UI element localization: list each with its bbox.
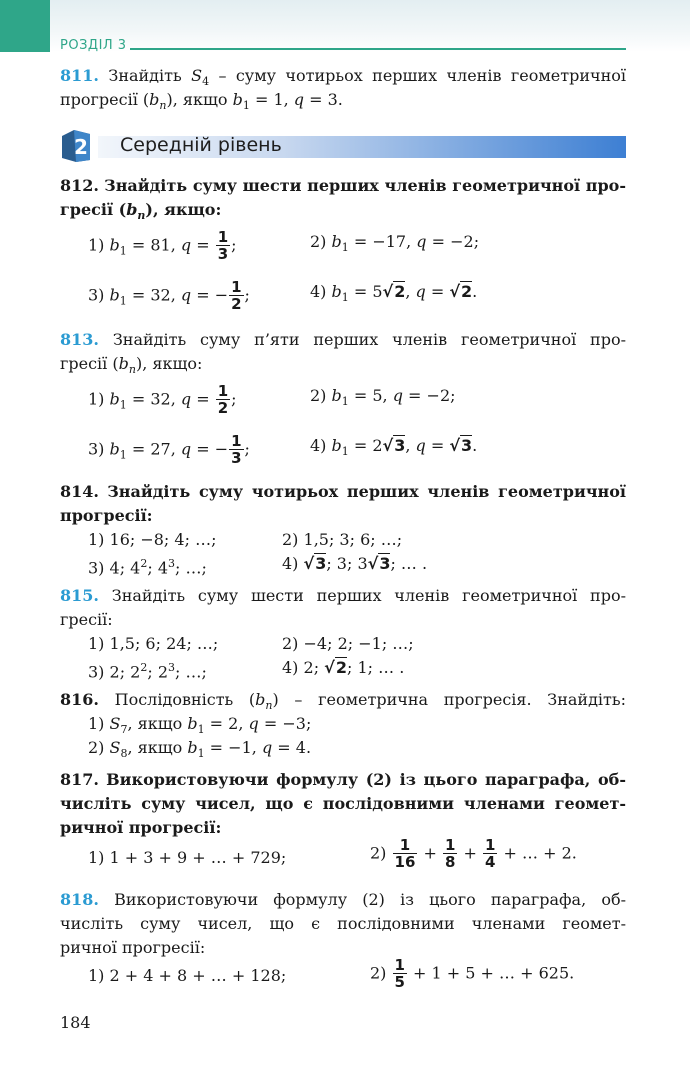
problem-812-line-1: 812. Знайдіть суму шести перших членів геометричної про-	[60, 176, 626, 195]
problem-815-item-3: 3) 2; $2^2$; $2^3$; …;	[88, 661, 207, 682]
header-band	[50, 0, 690, 52]
problem-813-item-2: 2) $b_1 = 5$, q = −2;	[310, 386, 456, 409]
problem-811-line-1: 811. Знайдіть $S_4$ – суму чотирьох перших членів геометричної	[60, 66, 626, 89]
problem-813-item-1: 1) $b_1 = 32$, q = $\frac{1}{2}$ ;	[88, 382, 237, 417]
problem-818-item-1: 1) 2 + 4 + 8 + … + 128;	[88, 966, 287, 985]
problem-812-item-3: 3) $b_1 = 32$, q = − $\frac{1}{2}$ ;	[88, 278, 250, 313]
problem-816-item-2: 2) $S_8$, якщо $b_1 = -1$, q = 4.	[88, 738, 312, 761]
problem-813-line-1: 813. Знайдіть суму п’яти перших членів геометричної про-	[60, 330, 626, 349]
problem-814-item-2: 2) 1,5; 3; 6; …;	[282, 530, 403, 549]
problem-814-item-1: 1) 16; −8; 4; …;	[88, 530, 217, 549]
header-accent-block	[0, 0, 50, 52]
problem-811-line-2: прогресії $(b_n)$, якщо $b_1 = 1$, q = 3.	[60, 90, 343, 113]
problem-812-item-2: 2) $b_1 = -17$, q = −2;	[310, 232, 480, 255]
problem-number: 818.	[60, 890, 99, 909]
problem-817-item-2: 2) $\frac{1}{16}$ + $\frac{1}{8}$ + $\frac{1}{4}$ + … + 2.	[370, 836, 577, 871]
problem-817-line-2: числіть суму чисел, що є послідовними членами геомет-	[60, 794, 626, 813]
problem-812-item-4: 4) $b_1 = 5√2$, q = √2.	[310, 282, 478, 305]
problem-815-item-1: 1) 1,5; 6; 24; …;	[88, 634, 219, 653]
page-number: 184	[60, 1013, 91, 1032]
problem-number: 811.	[60, 66, 99, 85]
problem-815-item-2: 2) −4; 2; −1; …;	[282, 634, 414, 653]
problem-813-line-2: гресії $(b_n)$, якщо:	[60, 354, 203, 377]
problem-814-item-3: 3) 4; $4^2$; $4^3$; …;	[88, 557, 207, 578]
problem-816-item-1: 1) $S_7$, якщо $b_1 = 2$, q = −3;	[88, 714, 312, 737]
problem-814-line-2: прогресії:	[60, 506, 153, 525]
problem-815-item-4: 4) 2; √2; 1; … .	[282, 658, 405, 677]
level-2-icon	[60, 128, 92, 162]
problem-number: 817.	[60, 770, 99, 789]
problem-817-line-3: ричної прогресії:	[60, 818, 222, 837]
problem-814-line-1: 814. Знайдіть суму чотирьох перших членів геометричної	[60, 482, 627, 501]
problem-817-item-1: 1) 1 + 3 + 9 + … + 729;	[88, 848, 287, 867]
problem-number: 814.	[60, 482, 99, 501]
problem-number: 813.	[60, 330, 99, 349]
chapter-label: РОЗДІЛ 3	[60, 38, 127, 53]
problem-818-line-2: числіть суму чисел, що є послідовними членами геомет-	[60, 914, 626, 933]
problem-813-item-4: 4) $b_1 = 2√3$, q = √3.	[310, 436, 478, 459]
problem-812-line-2: гресії $(b_n)$, якщо:	[60, 200, 222, 223]
problem-818-line-1: 818. Використовуючи формулу (2) із цього параграфа, об-	[60, 890, 626, 909]
problem-818-line-3: ричної прогресії:	[60, 938, 206, 957]
problem-818-item-2: 2) $\frac{1}{5}$ + 1 + 5 + … + 625.	[370, 956, 575, 991]
level-title: Середній рівень	[120, 134, 282, 156]
problem-number: 812.	[60, 176, 99, 195]
problem-815-line-1: 815. Знайдіть суму шести перших членів геометричної про-	[60, 586, 626, 605]
problem-812-item-1: 1) $b_1 = 81$, q = $\frac{1}{3}$ ;	[88, 228, 237, 263]
problem-817-line-1: 817. Використовуючи формулу (2) із цього параграфа, об-	[60, 770, 626, 789]
level-digit: 2	[74, 135, 88, 159]
problem-816-line-1: 816. Послідовність $(b_n)$ – геометрична прогресія. Знайдіть:	[60, 690, 626, 713]
problem-814-item-4: 4) √3; 3; 3√3; … .	[282, 554, 428, 573]
problem-number: 816.	[60, 690, 99, 709]
chapter-rule	[130, 48, 626, 50]
problem-number: 815.	[60, 586, 99, 605]
problem-815-line-2: гресії:	[60, 610, 113, 629]
problem-813-item-3: 3) $b_1 = 27$, q = − $\frac{1}{3}$ ;	[88, 432, 250, 467]
